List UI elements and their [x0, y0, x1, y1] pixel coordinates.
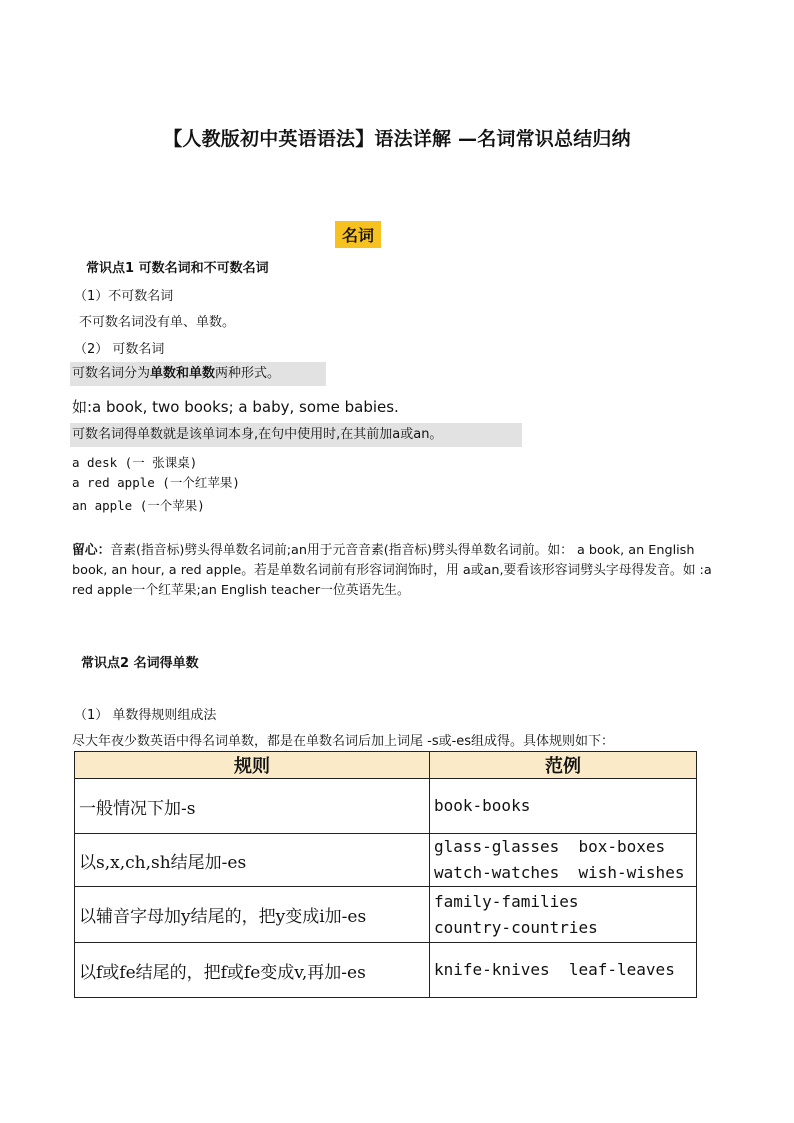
- example-cell: [430, 943, 697, 998]
- rule-cell: 以s,x,ch,sh结尾加-es: [75, 834, 430, 887]
- table-row: [75, 887, 697, 943]
- point2-heading: 常识点2 名词得单数: [81, 656, 199, 671]
- example-desk: a desk (一 张课桌): [72, 455, 198, 470]
- rule-cell: 以f或fe结尾的，把f或fe变成v,再加-es: [75, 943, 430, 998]
- table-row: [75, 943, 697, 998]
- header-rule: 规则: [75, 752, 430, 779]
- example-line: book-books: [434, 796, 531, 815]
- countable-forms-a: 可数名词分为: [72, 366, 151, 381]
- countable-example-line: 如:a book, two books; a baby, some babies.: [72, 398, 399, 416]
- countable-forms-b: 单数和单数: [150, 366, 216, 381]
- countable-forms-line: [70, 362, 326, 386]
- point2-sub1-label: （1） 单数得规则组成法: [74, 708, 217, 723]
- example-apple: an apple (一个苹果): [72, 498, 205, 513]
- example-line: country-countries: [434, 917, 598, 937]
- note-text: 音素(指音标)劈头得单数名词前;an用于元音音素(指音标)劈头得单数名词前。如： a book, an English book, an hour, a red apple。若是单数名词前有形容词润饰时，用 a或an,要看该形容词劈头字母得发音。如 :a red apple一个红苹果;an English teacher一位英语先生。: [72, 543, 712, 598]
- example-line: glass-glasses box-boxes: [434, 837, 666, 856]
- example-line: watch-watches wish-wishes: [434, 863, 685, 882]
- plural-rules-table: [74, 751, 697, 998]
- example-cell: [430, 834, 697, 887]
- table-row: [75, 834, 697, 887]
- point2-intro: 尽大年夜少数英语中得名词单数，都是在单数名词后加上词尾 -s或-es组成得。具体规则如下：: [72, 734, 615, 749]
- rule-cell: 以辅音字母加y结尾的，把y变成i加-es: [75, 887, 430, 943]
- point1-heading: 常识点1 可数名词和不可数名词: [86, 261, 269, 276]
- note-label: 留心：: [72, 543, 111, 558]
- point1-sub1-text: 不可数名词没有单、单数。: [79, 315, 236, 330]
- header-example: 范例: [430, 752, 697, 779]
- example-red-apple: a red apple (一个红苹果): [72, 475, 240, 490]
- example-cell: [430, 779, 697, 834]
- point1-sub1-label: （1）不可数名词: [74, 289, 174, 304]
- singular-rule-line: 可数名词得单数就是该单词本身,在句中使用时,在其前加a或an。: [70, 423, 522, 447]
- countable-forms-c: 两种形式。: [215, 366, 281, 381]
- note-paragraph: [72, 541, 727, 601]
- table-row: [75, 779, 697, 834]
- example-cell: [430, 887, 697, 943]
- page-title: 【人教版初中英语语法】语法详解 —名词常识总结归纳: [163, 128, 631, 150]
- point1-sub2-label: （2） 可数名词: [74, 342, 165, 357]
- example-line: knife-knives leaf-leaves: [434, 960, 675, 979]
- rule-cell: 一般情况下加-s: [75, 779, 430, 834]
- section-badge: 名词: [335, 221, 381, 248]
- table-header-row: [75, 752, 697, 779]
- example-line: family-families: [434, 891, 579, 911]
